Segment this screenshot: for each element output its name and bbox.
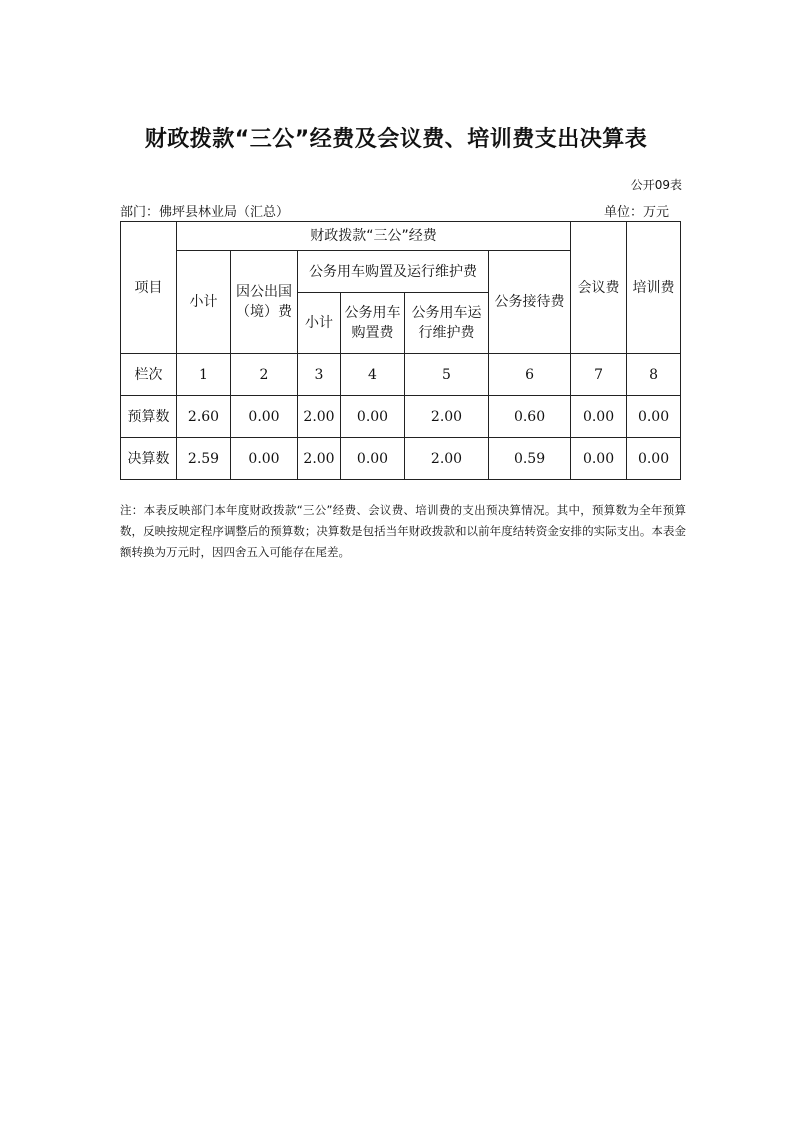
table-cell: 2 (231, 354, 298, 396)
table-cell: 4 (341, 354, 405, 396)
header-vehicle-group: 公务用车购置及运行维护费 (298, 251, 489, 293)
table-cell: 0.00 (627, 396, 681, 438)
header-subtotal: 小计 (177, 251, 231, 354)
footnote: 注：本表反映部门本年度财政拨款“三公”经费、会议费、培训费的支出预决算情况。其中，预算数为全年预算数，反映按规定程序调整后的预算数；决算数是包括当年财政拨款和以前年度结转资金安排的实际支出。本表金额转换为万元时，因四舍五入可能存在尾差。 (120, 503, 686, 559)
header-three-public: 财政拨款“三公”经费 (177, 222, 571, 251)
header-item: 项目 (121, 222, 177, 354)
table-cell: 3 (298, 354, 341, 396)
table-cell: 0.00 (571, 396, 627, 438)
page-title: 财政拨款“三公”经费及会议费、培训费支出决算表 (144, 127, 648, 152)
row-label: 栏次 (121, 354, 177, 396)
table-cell: 0.00 (341, 396, 405, 438)
department-label: 部门：佛坪县林业局（汇总） (120, 205, 290, 220)
table-cell: 0.60 (489, 396, 571, 438)
unit-label: 单位：万元 (603, 205, 669, 220)
table-cell: 1 (177, 354, 231, 396)
table-cell: 0.00 (341, 438, 405, 480)
table-cell: 2.00 (298, 438, 341, 480)
table-cell: 2.59 (177, 438, 231, 480)
table-cell: 6 (489, 354, 571, 396)
header-reception: 公务接待费 (489, 251, 571, 354)
table-cell: 8 (627, 354, 681, 396)
table-cell: 0.00 (571, 438, 627, 480)
header-vehicle-purchase: 公务用车购置费 (341, 293, 405, 354)
header-abroad: 因公出国（境）费 (231, 251, 298, 354)
table-cell: 2.00 (405, 438, 489, 480)
table-row (121, 438, 681, 480)
header-meeting: 会议费 (571, 222, 627, 354)
header-training: 培训费 (627, 222, 681, 354)
header-vehicle-subtotal: 小计 (298, 293, 341, 354)
table-cell: 0.59 (489, 438, 571, 480)
table-cell: 0.00 (231, 396, 298, 438)
row-label: 预算数 (121, 396, 177, 438)
table-cell: 0.00 (231, 438, 298, 480)
table-cell: 2.60 (177, 396, 231, 438)
table-row (121, 354, 681, 396)
table-cell: 5 (405, 354, 489, 396)
table-cell: 2.00 (405, 396, 489, 438)
expenditure-table (120, 221, 681, 480)
table-cell: 0.00 (627, 438, 681, 480)
table-cell: 2.00 (298, 396, 341, 438)
row-label: 决算数 (121, 438, 177, 480)
form-code: 公开09表 (630, 178, 682, 192)
header-vehicle-operation: 公务用车运行维护费 (405, 293, 489, 354)
table-row (121, 396, 681, 438)
table-cell: 7 (571, 354, 627, 396)
